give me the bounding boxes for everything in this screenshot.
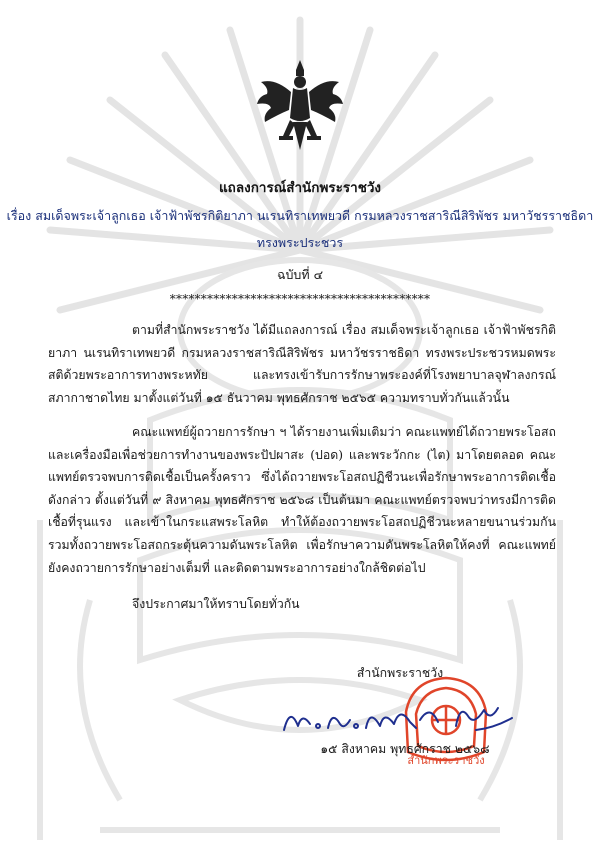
handwritten-signature	[280, 700, 520, 736]
paragraph-2: คณะแพทย์ผู้ถวายการรักษา ฯ ได้รายงานเพิ่มเติมว่า คณะแพทย์ได้ถวายพระโอสถ และเครื่องมือเพื่อช่วยการทำงานของพระปัปผาสะ (ปอด) และพระวักกะ (ไต) มาโดยตลอด คณะแพทย์ตรวจพบการติดเชื้อเป็นครั้งคราว ซึ่งได้ถวายพระโอสถปฏิชีวนะเพื่อรักษาพระอาการติดเชื้อดังกล่าว ตั้งแต่วันที่ ๙ สิงหาคม พุทธศักราช ๒๕๖๘ เป็นต้นมา คณะแพทย์ตรวจพบว่าทรงมีการติดเชื้อที่รุนแรง และเข้าในกระแสพระโลหิต ทำให้ต้องถวายพระโอสถปฏิชีวนะหลายขนานร่วมกัน รวมทั้งถวายพระโอสถกระตุ้นความดันพระโลหิต เพื่อรักษาความดันพระโลหิตให้คงที่ คณะแพทย์ยังคงถวายการรักษาอย่างเต็มที่ และติดตามพระอาการอย่างใกล้ชิดต่อไป	[48, 425, 556, 575]
announcement-title: แถลงการณ์สำนักพระราชวัง	[218, 180, 382, 196]
seal-text: สำนักพระราชวัง	[407, 754, 485, 767]
separator: ******************************************	[169, 292, 431, 306]
paragraph-3: จึงประกาศมาให้ทราบโดยทั่วกัน	[132, 597, 300, 611]
paragraph-1: ตามที่สำนักพระราชวัง ได้มีแถลงการณ์ เรื่อง สมเด็จพระเจ้าลูกเธอ เจ้าฟ้าพัชรกิติยาภา นเรนทิราเทพยวดี กรมหลวงราชสาริณีสิริพัชร มหาวัชรราชธิดา ทรงพระประชวรหมดพระสติด้วยพระอาการทางพระหทัย และทรงเข้ารับการรักษาพระองค์ที่โรงพยาบาลจุฬาลงกรณ์ สภากาชาดไทย มาตั้งแต่วันที่ ๑๕ ธันวาคม พุทธศักราช ๒๕๖๕ ความทราบทั่วกันแล้วนั้น	[48, 323, 556, 405]
garuda-emblem-icon	[255, 58, 345, 158]
subject-line: เรื่อง สมเด็จพระเจ้าลูกเธอ เจ้าฟ้าพัชรกิติยาภา นเรนทิราเทพยวดี กรมหลวงราชสาริณีสิริพัชร มหาวัชรราชธิดา	[6, 208, 594, 223]
signing-office: สำนักพระราชวัง	[356, 666, 444, 680]
announcement-date: ๑๕ สิงหาคม พุทธศักราช ๒๕๖๘	[320, 742, 490, 756]
subject-line-continued: ทรงพระประชวร	[256, 235, 344, 250]
issue-number: ฉบับที่ ๔	[276, 267, 324, 282]
